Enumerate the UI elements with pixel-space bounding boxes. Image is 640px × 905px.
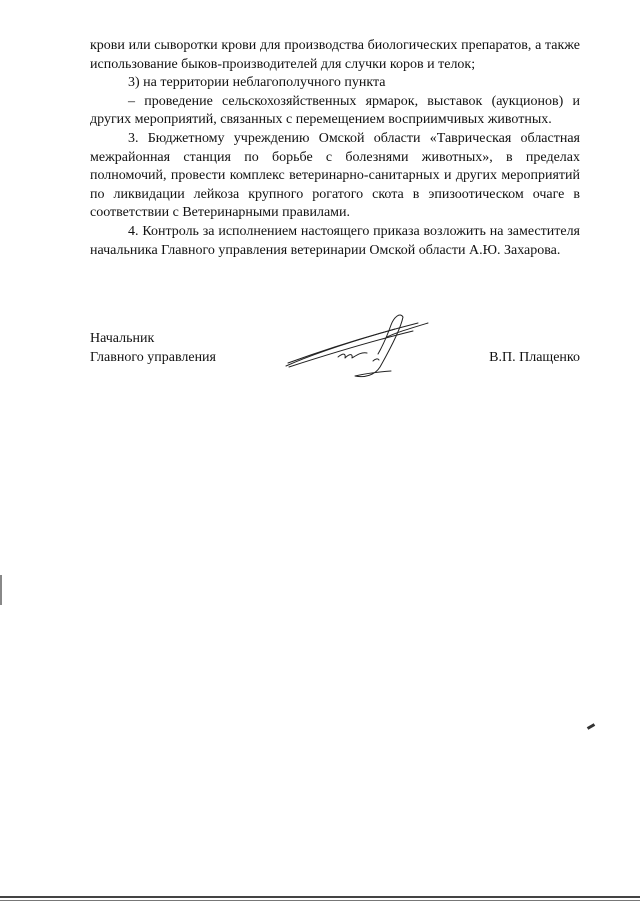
scan-artifact-dash xyxy=(587,723,595,730)
signatory-title xyxy=(90,330,216,367)
signatory-title-line-1: Начальник xyxy=(90,331,155,346)
signatory-name: В.П. Плащенко xyxy=(489,349,580,365)
paragraph-point-4: 4. Контроль за исполнением настоящего приказа возложить на заместителя начальника Главного управления ветеринарии Омской области А.Ю. Захарова. xyxy=(90,223,580,258)
scan-artifact-left xyxy=(0,575,2,605)
scan-bottom-edge-thin xyxy=(0,900,640,901)
paragraph-dash-item: – проведение сельскохозяйственных ярмарок, выставок (аукционов) и других мероприятий, связанных с перемещением восприимчивых животных. xyxy=(90,93,580,128)
signatory-title-line-2: Главного управления xyxy=(90,349,216,365)
paragraph-item-3: 3) на территории неблагополучного пункта xyxy=(128,75,386,91)
paragraph-point-3: 3. Бюджетному учреждению Омской области «Таврическая областная межрайонная станция по борьбе с болезнями животных», в пределах полномочий, провести комплекс ветеринарно-санитарных и других мероприятий по ликвидации лейкоза крупного рогатого скота в эпизоотическом очаге в соответствии с Ветеринарными правилами. xyxy=(90,130,580,221)
handwritten-signature xyxy=(283,309,433,384)
document-body xyxy=(90,37,580,260)
scan-bottom-edge xyxy=(0,896,640,898)
paragraph-continuation: крови или сыворотки крови для производства биологических препаратов, а также использование быков-производителей для случки коров и телок; xyxy=(90,38,580,72)
